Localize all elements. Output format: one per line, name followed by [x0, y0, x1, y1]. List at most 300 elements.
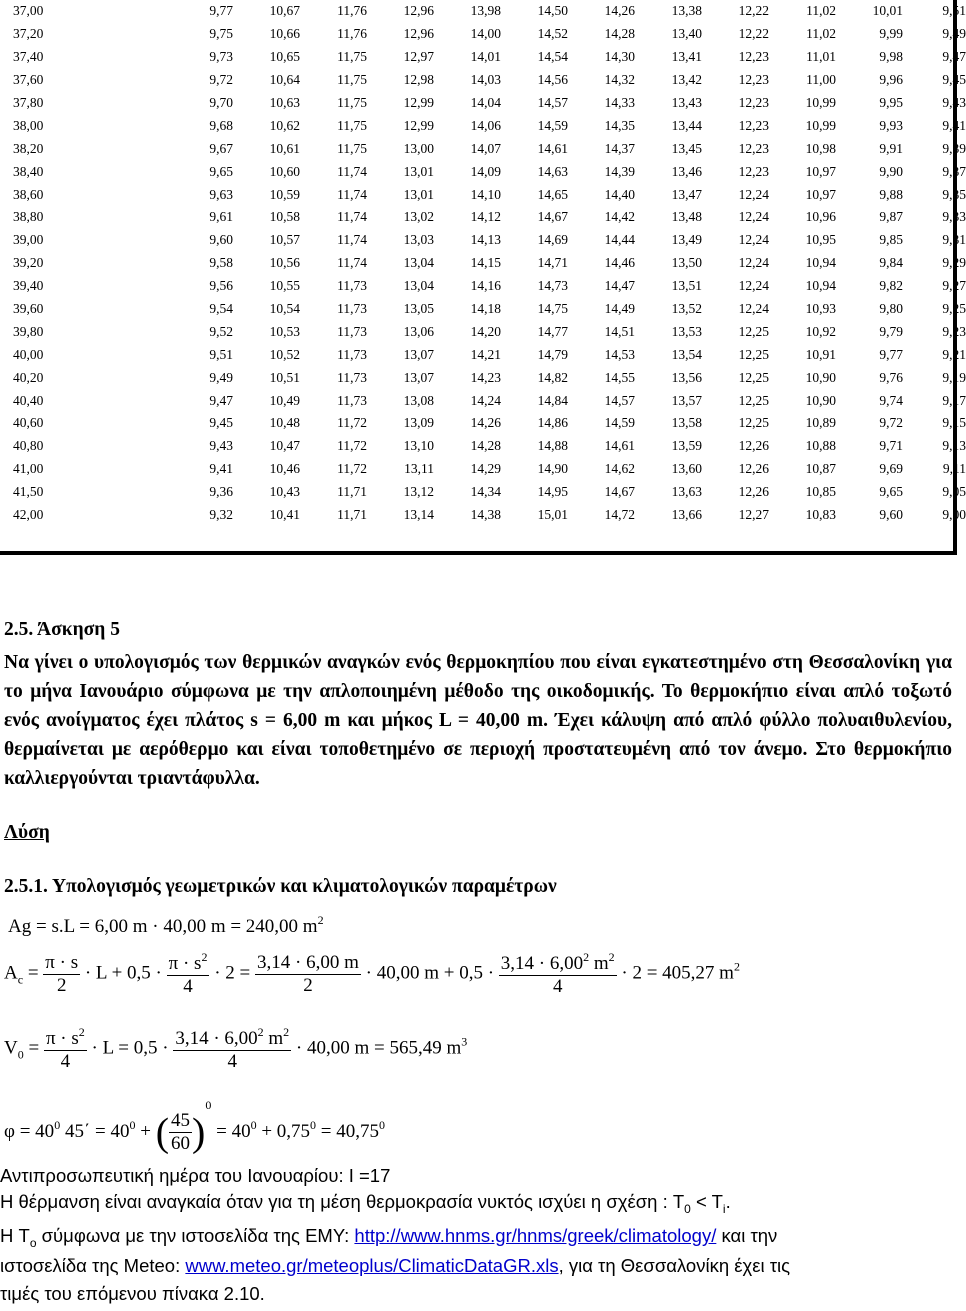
table-cell: 9,79 — [879, 323, 903, 339]
table-cell: 9,61 — [209, 209, 233, 225]
table-cell: 12,22 — [738, 26, 769, 42]
eq-ac-frac3 — [255, 952, 361, 997]
table-cell: 14,18 — [470, 301, 501, 317]
eq-phi-frac-den: 60 — [171, 1133, 191, 1155]
table-cell: 14,35 — [604, 117, 635, 133]
table-cell: 14,67 — [604, 484, 635, 500]
meteo-prefix: ιστοσελίδα της Meteo: — [0, 1255, 186, 1276]
table-cell: 10,63 — [269, 95, 300, 110]
table-cell: 14,01 — [470, 49, 501, 65]
eq-ac-mid3: · 40,00 m + 0,5 · — [365, 962, 495, 984]
table-row — [0, 366, 966, 389]
eq-phi-deg2: 0 — [129, 1118, 136, 1132]
table-cell: 10,54 — [269, 301, 300, 317]
table-cell: 11,73 — [337, 323, 367, 339]
eq-ac-frac4-num — [499, 950, 617, 976]
table-cell: 11,73 — [337, 392, 367, 408]
table-cell: 14,61 — [604, 438, 635, 454]
table-cell: 12,25 — [738, 369, 769, 385]
table-cell: 13,14 — [403, 507, 434, 523]
table-cell: 10,97 — [805, 186, 836, 202]
table-cell: 14,82 — [537, 369, 568, 385]
table-cell: 9,45 — [209, 415, 233, 431]
table-cell: 9,60 — [879, 507, 903, 523]
table-row-header-cell: 38,40 — [13, 163, 44, 179]
table-cell: 13,01 — [403, 163, 434, 179]
table-cell: 14,15 — [470, 255, 501, 271]
eq-ac-equals: = — [27, 962, 39, 984]
table-cell: 10,57 — [269, 232, 300, 248]
table-cell: 14,24 — [470, 392, 501, 408]
table-cell: 10,65 — [269, 49, 300, 65]
eq-ag-rhs: = s.L = 6,00 m · 40,00 m = 240,00 m — [35, 916, 318, 937]
next-table-line: τιμές του επόμενου πίνακα 2.10. — [0, 1283, 265, 1304]
table-cell: 14,06 — [470, 117, 501, 133]
table-cell: 9,00 — [942, 507, 966, 523]
table-cell: 13,03 — [403, 232, 434, 248]
table-cell: 14,20 — [470, 323, 501, 339]
table-row — [0, 458, 966, 481]
table-cell: 11,76 — [337, 26, 367, 42]
eq-phi-deg4: 0 — [250, 1118, 257, 1132]
table-row — [0, 252, 966, 275]
table-cell: 14,33 — [604, 95, 635, 110]
table-cell: 9,31 — [942, 232, 966, 248]
table-cell: 13,56 — [671, 369, 702, 385]
table-cell: 14,69 — [537, 232, 568, 248]
table-cell: 9,70 — [209, 95, 233, 110]
table-row-header-cell: 40,60 — [13, 415, 44, 431]
eq-ac-frac1-den: 2 — [56, 974, 67, 996]
table-cell: 14,26 — [470, 415, 501, 431]
table-row-header-cell: 38,60 — [13, 186, 44, 202]
table-cell: 9,13 — [942, 438, 966, 454]
table-cell: 9,21 — [942, 346, 966, 362]
table-cell: 12,24 — [738, 255, 769, 271]
table-cell: 14,38 — [470, 507, 501, 523]
table-cell: 13,47 — [671, 186, 702, 202]
hnms-link[interactable]: http://www.hnms.gr/hnms/greek/climatology/ — [354, 1225, 717, 1246]
eq-v0-frac2-num-exp: 2 — [257, 1025, 264, 1039]
table-cell: 10,52 — [269, 346, 300, 362]
eq-ac-frac2-num-text: π · s — [168, 953, 202, 974]
table-cell: 11,00 — [806, 72, 836, 88]
table-cell: 13,01 — [403, 186, 434, 202]
table-cell: 12,23 — [738, 117, 769, 133]
condition-end: . — [725, 1191, 731, 1212]
table-row — [0, 275, 966, 298]
table-cell: 13,54 — [671, 346, 702, 362]
table-cell: 9,91 — [879, 140, 903, 156]
table-cell: 10,47 — [269, 438, 300, 454]
table-cell: 11,72 — [337, 438, 367, 454]
eq-v0-mid1: · L = 0,5 · — [91, 1037, 169, 1059]
table-cell: 12,27 — [738, 507, 769, 523]
table-cell: 11,74 — [337, 209, 367, 225]
table-cell: 13,04 — [403, 255, 434, 271]
table-cell: 14,42 — [604, 209, 635, 225]
table-cell: 10,85 — [805, 484, 836, 500]
table-cell: 12,99 — [403, 117, 434, 133]
table-cell: 9,19 — [942, 369, 966, 385]
table-row-header-cell: 40,40 — [13, 392, 44, 408]
table-cell: 14,90 — [537, 461, 568, 477]
eq-phi-plus: + — [140, 1121, 151, 1142]
table-cell: 14,54 — [537, 49, 568, 65]
heating-condition-line — [0, 1191, 731, 1216]
table-cell: 10,61 — [269, 140, 300, 156]
table-cell: 14,63 — [537, 163, 568, 179]
table-cell: 14,75 — [537, 301, 568, 317]
table-cell: 13,44 — [671, 117, 702, 133]
table-row-header-cell: 40,20 — [13, 369, 44, 385]
table-row-header-cell: 41,00 — [13, 461, 44, 477]
eq-v0-frac2-num-text: 3,14 · 6,00 — [175, 1028, 258, 1049]
table-row — [0, 481, 966, 504]
table-row — [0, 114, 966, 137]
to-prefix: Η T — [0, 1225, 30, 1246]
table-cell: 10,58 — [269, 209, 300, 225]
table-cell: 11,75 — [337, 72, 367, 88]
table-row — [0, 320, 966, 343]
table-cell: 9,32 — [209, 507, 233, 523]
table-cell: 13,98 — [470, 3, 501, 19]
table-cell: 14,84 — [537, 392, 568, 408]
table-cell: 9,77 — [879, 346, 903, 362]
table-cell: 11,75 — [337, 49, 367, 65]
table-cell: 14,47 — [604, 278, 635, 294]
table-cell: 9,49 — [209, 369, 233, 385]
table-cell: 14,50 — [537, 3, 568, 19]
table-cell: 9,47 — [942, 49, 966, 65]
table-cell: 9,87 — [879, 209, 903, 225]
table-cell: 9,85 — [879, 232, 903, 248]
eq-v0-frac2-num-unit-exp: 2 — [283, 1025, 290, 1039]
table-cell: 9,99 — [879, 26, 903, 42]
table-cell: 14,13 — [470, 232, 501, 248]
table-cell: 10,64 — [269, 72, 300, 88]
table-cell: 13,38 — [671, 3, 702, 19]
table-row-header-cell: 37,60 — [13, 72, 44, 88]
table-cell: 11,75 — [337, 117, 367, 133]
table-cell: 14,46 — [604, 255, 635, 271]
table-cell: 9,15 — [942, 415, 966, 431]
table-row-header-cell: 37,40 — [13, 49, 44, 65]
eq-phi-lhs: φ = 40 — [4, 1121, 55, 1142]
table-cell: 12,98 — [403, 72, 434, 88]
condition-sub-i: i — [722, 1202, 726, 1216]
eq-ac-mid2: · 2 = — [214, 962, 251, 984]
eq-v0-result: · 40,00 m = 565,49 m — [295, 1037, 462, 1059]
equation-ac — [4, 950, 740, 998]
table-cell: 14,07 — [470, 140, 501, 156]
eq-v0-lhs: V — [4, 1037, 18, 1059]
table-cell: 9,80 — [879, 301, 903, 317]
table-cell: 10,93 — [805, 301, 836, 317]
table-cell: 11,73 — [337, 346, 367, 362]
table-cell: 9,11 — [942, 461, 966, 477]
table-cell: 14,53 — [604, 346, 635, 362]
table-cell: 13,51 — [671, 278, 702, 294]
table-cell: 9,43 — [942, 95, 966, 110]
table-row — [0, 412, 966, 435]
equation-v0 — [4, 1025, 467, 1073]
eq-ac-lhs-sub: c — [17, 972, 24, 987]
table-cell: 11,01 — [806, 49, 836, 65]
table-cell: 9,75 — [209, 26, 233, 42]
eq-v0-frac1-num-text: π · s — [45, 1028, 79, 1049]
eq-v0-frac1-num-exp: 2 — [78, 1025, 85, 1039]
eq-ac-mid1: · L + 0,5 · — [84, 962, 162, 984]
table-cell: 13,04 — [403, 278, 434, 294]
table-cell: 10,43 — [269, 484, 300, 500]
table-cell: 9,76 — [879, 369, 903, 385]
table-cell: 9,45 — [942, 72, 966, 88]
table-cell: 14,21 — [470, 346, 501, 362]
eq-ac-frac4-num-unit-exp: 2 — [608, 950, 615, 964]
table-cell: 13,43 — [671, 95, 702, 110]
eq-ac-frac2-num-exp: 2 — [201, 950, 208, 964]
table-cell: 13,66 — [671, 507, 702, 523]
table-cell: 14,67 — [537, 209, 568, 225]
table-cell: 9,95 — [879, 95, 903, 110]
eq-ac-frac3-den: 2 — [303, 974, 313, 996]
table-row-header-cell: 38,00 — [13, 117, 44, 133]
table-cell: 10,91 — [805, 346, 836, 362]
table-cell: 14,73 — [537, 278, 568, 294]
meteo-source-line — [0, 1255, 790, 1277]
table-cell: 12,26 — [738, 461, 769, 477]
table-cell: 13,08 — [403, 392, 434, 408]
table-cell: 14,10 — [470, 186, 501, 202]
eq-ac-frac4 — [499, 950, 617, 998]
equation-ag — [8, 913, 324, 938]
table-cell: 14,52 — [537, 26, 568, 42]
table-cell: 13,57 — [671, 392, 702, 408]
table-cell: 14,71 — [537, 255, 568, 271]
equation-phi — [4, 1098, 385, 1155]
eq-ac-frac2-num — [167, 950, 210, 976]
table-cell: 14,34 — [470, 484, 501, 500]
table-cell: 14,29 — [470, 461, 501, 477]
table-cell: 10,48 — [269, 415, 300, 431]
table-cell: 14,57 — [604, 392, 635, 408]
table-cell: 12,22 — [738, 3, 769, 19]
table-cell: 12,23 — [738, 72, 769, 88]
table-cell: 9,63 — [209, 186, 233, 202]
table-cell: 9,58 — [209, 255, 233, 271]
table-cell: 9,33 — [942, 209, 966, 225]
table-cell: 10,59 — [269, 186, 300, 202]
table-cell: 9,27 — [942, 278, 966, 294]
eq-ac-frac4-num-unit: m — [593, 953, 609, 974]
table-cell: 10,83 — [805, 507, 836, 523]
table-cell: 9,60 — [209, 232, 233, 248]
table-cell: 13,05 — [403, 301, 434, 317]
table-cell: 13,07 — [403, 346, 434, 362]
eq-phi-deg1: 0 — [54, 1118, 61, 1132]
table-cell: 9,47 — [209, 392, 233, 408]
table-cell: 9,82 — [879, 278, 903, 294]
condition-less-than: < T — [690, 1191, 723, 1212]
table-cell: 12,25 — [738, 415, 769, 431]
table-cell: 10,67 — [269, 3, 300, 19]
table-row-header-cell: 42,00 — [13, 507, 44, 523]
table-row — [0, 183, 966, 206]
table-cell: 13,53 — [671, 323, 702, 339]
table-cell: 14,95 — [537, 484, 568, 500]
table-cell: 10,87 — [805, 461, 836, 477]
table-cell: 12,25 — [738, 392, 769, 408]
table-cell: 14,62 — [604, 461, 635, 477]
representative-day-line: Αντιπροσωπευτική ημέρα του Ιανουαρίου: I =17 — [0, 1165, 391, 1186]
table-cell: 12,26 — [738, 484, 769, 500]
table-cell: 12,23 — [738, 95, 769, 110]
eq-phi-frac-num: 45 — [171, 1110, 191, 1132]
table-cell: 12,96 — [403, 26, 434, 42]
table-row-header-cell: 39,40 — [13, 278, 44, 294]
table-cell: 13,11 — [404, 461, 434, 477]
table-row — [0, 0, 966, 23]
table-cell: 12,24 — [738, 209, 769, 225]
table-row-header-cell: 37,00 — [13, 3, 44, 19]
table-cell: 14,00 — [470, 26, 501, 42]
table-cell: 13,48 — [671, 209, 702, 225]
table-cell: 14,26 — [604, 3, 635, 19]
table-cell: 9,23 — [942, 323, 966, 339]
table-cell: 10,88 — [805, 438, 836, 454]
table-cell: 10,60 — [269, 163, 300, 179]
table-cell: 9,90 — [879, 163, 903, 179]
eq-phi-part4: = 40 — [216, 1121, 251, 1142]
table-cell: 11,74 — [337, 186, 367, 202]
table-row — [0, 137, 966, 160]
eq-v0-frac1 — [44, 1025, 87, 1073]
data-table-frame — [0, 0, 966, 555]
table-cell: 12,24 — [738, 186, 769, 202]
table-cell: 14,44 — [604, 232, 635, 248]
table-cell: 9,84 — [879, 255, 903, 271]
table-cell: 10,96 — [805, 209, 836, 225]
eq-ac-frac2-den: 4 — [183, 976, 193, 997]
table-cell: 14,28 — [470, 438, 501, 454]
table-cell: 11,71 — [337, 484, 367, 500]
eq-ac-result-exp: 2 — [733, 959, 740, 974]
table-row — [0, 206, 966, 229]
table-cell: 11,74 — [337, 255, 367, 271]
table-cell: 9,39 — [942, 140, 966, 156]
table-cell: 11,76 — [337, 3, 367, 19]
table-cell: 9,77 — [209, 3, 233, 19]
table-cell: 11,73 — [337, 278, 367, 294]
to-mid-text: σύμφωνα με την ιστοσελίδα της ΕΜΥ: — [36, 1225, 355, 1246]
meteo-link[interactable]: www.meteo.gr/meteoplus/ClimaticDataGR.xls — [185, 1255, 559, 1276]
table-cell: 14,30 — [604, 49, 635, 65]
eq-phi-deg5: 0 — [310, 1118, 317, 1132]
table-cell: 10,89 — [805, 415, 836, 431]
exercise-statement: Να γίνει ο υπολογισμός των θερμικών αναγκών ενός θερμοκηπίου που είναι εγκατεστημένο στη Θεσσαλονίκη για το μήνα Ιανουάριο σύμφωνα με την απλοποιημένη μέθοδο της οικοδομικής. Το θερμοκήπιο είναι απλό τοξωτό ενός ανοίγματος έχει πλάτος s = 6,00 m και μήκος L = 40,00 m. Έχει κάλυψη από απλό φύλλο πολυαιθυλενίου, θερμαίνεται με αερόθερμο και είναι τοποθετημένο σε περιοχή προστατευμένη από τον άνεμο. Στο θερμοκήπιο καλλιεργούνται τριαντάφυλλα. — [4, 652, 952, 789]
table-cell: 10,99 — [805, 95, 836, 110]
table-cell: 9,25 — [942, 301, 966, 317]
eq-phi-right-paren: ) — [192, 1109, 206, 1155]
table-cell: 9,74 — [879, 392, 903, 408]
table-cell: 9,69 — [879, 461, 903, 477]
table-cell: 13,41 — [671, 49, 702, 65]
table-cell: 13,50 — [671, 255, 702, 271]
table-cell: 11,73 — [337, 301, 367, 317]
table-row-header-cell: 39,00 — [13, 232, 44, 248]
solution-label: Λύση — [4, 822, 50, 843]
eq-v0-frac2 — [173, 1025, 291, 1073]
table-cell: 11,74 — [337, 163, 367, 179]
table-cell: 9,51 — [209, 346, 233, 362]
table-cell: 9,41 — [942, 117, 966, 133]
table-cell: 12,24 — [738, 278, 769, 294]
table-cell: 14,86 — [537, 415, 568, 431]
table-cell: 13,52 — [671, 301, 702, 317]
table-row-header-cell: 38,20 — [13, 140, 44, 156]
table-cell: 9,65 — [879, 484, 903, 500]
table-cell: 10,92 — [805, 323, 836, 339]
table-cell: 9,71 — [879, 438, 903, 454]
eq-v0-result-exp: 3 — [461, 1034, 468, 1049]
table-cell: 10,55 — [269, 278, 300, 294]
table-row — [0, 298, 966, 321]
table-cell: 14,57 — [537, 95, 568, 110]
eq-ac-frac1 — [43, 952, 80, 997]
eq-v0-frac2-den: 4 — [227, 1051, 237, 1072]
eq-ac-frac4-num-text: 3,14 · 6,00 — [500, 953, 584, 974]
table-cell: 9,72 — [879, 415, 903, 431]
table-cell: 9,05 — [942, 484, 966, 500]
table-row-header-cell: 40,80 — [13, 438, 44, 454]
table-cell: 13,06 — [403, 323, 434, 339]
table-cell: 10,97 — [805, 163, 836, 179]
table-row — [0, 389, 966, 412]
table-cell: 11,75 — [337, 140, 367, 156]
eq-ag-exponent: 2 — [317, 913, 324, 927]
table-cell: 12,99 — [403, 95, 434, 110]
table-cell: 14,55 — [604, 369, 635, 385]
table-cell: 10,95 — [805, 232, 836, 248]
eq-ac-result: · 2 = 405,27 m — [621, 962, 734, 984]
table-cell: 14,23 — [470, 369, 501, 385]
to-sub-o: o — [29, 1236, 37, 1250]
table-cell: 10,98 — [805, 140, 836, 156]
table-cell: 9,68 — [209, 117, 233, 133]
table-cell: 11,02 — [806, 3, 836, 19]
condition-text: Η θέρμανση είναι αναγκαία όταν για τη μέση θερμοκρασία νυκτός ισχύει η σχέση : T — [0, 1191, 685, 1212]
table-cell: 12,23 — [738, 163, 769, 179]
table-cell: 14,77 — [537, 323, 568, 339]
table-row-header-cell: 40,00 — [13, 346, 44, 362]
table-cell: 13,42 — [671, 72, 702, 88]
table-cell: 14,49 — [604, 301, 635, 317]
table-row-header-cell: 39,80 — [13, 323, 44, 339]
table-cell: 11,73 — [337, 369, 367, 385]
table-cell: 9,41 — [209, 461, 233, 477]
table-cell: 14,28 — [604, 26, 635, 42]
eq-v0-frac2-num — [173, 1025, 291, 1051]
table-cell: 12,25 — [738, 323, 769, 339]
table-cell: 13,07 — [403, 369, 434, 385]
table-cell: 14,59 — [537, 117, 568, 133]
eq-ac-frac4-num-exp: 2 — [583, 950, 590, 964]
eq-v0-frac2-num-unit: m — [268, 1028, 284, 1049]
table-cell: 9,65 — [209, 163, 233, 179]
table-cell: 10,94 — [805, 278, 836, 294]
table-cell: 14,51 — [604, 323, 635, 339]
